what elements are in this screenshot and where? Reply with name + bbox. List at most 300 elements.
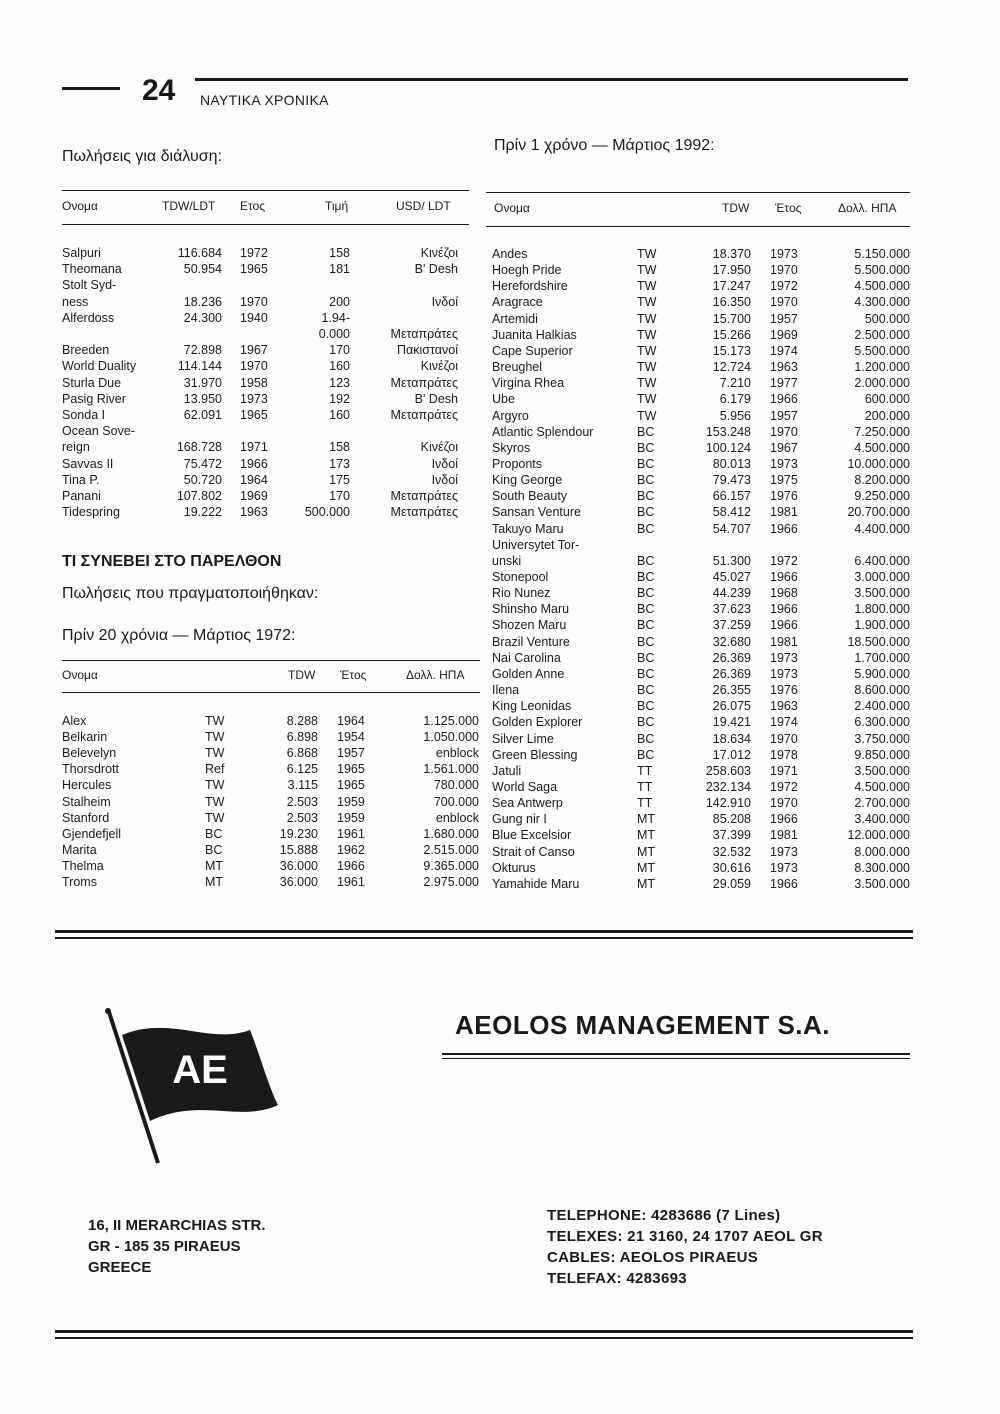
tdw-value: 15.700 — [712, 311, 751, 326]
tdw-value: 36.000 — [279, 858, 318, 873]
type-value: BC — [637, 505, 655, 520]
table-row — [0, 424, 1000, 440]
buyer-value: Κινέζοι — [420, 246, 458, 260]
usd-value: 4.500.000 — [854, 440, 910, 455]
year-value: 1970 — [770, 424, 798, 439]
col-tdw: TDW — [722, 201, 750, 215]
usd-value: 7.250.000 — [854, 424, 910, 439]
tdw-value: 45.027 — [712, 570, 751, 584]
table-row — [0, 456, 1000, 472]
year-value: 1965 — [337, 762, 365, 777]
ship-name: World Saga — [492, 779, 558, 794]
cables: CABLES: AEOLOS PIRAEUS — [547, 1249, 759, 1266]
page-number: 24 — [142, 74, 176, 107]
tdw-value: 26.075 — [712, 699, 751, 714]
tdw-value: 258.603 — [705, 763, 751, 778]
price-value: 0.000 — [318, 327, 350, 341]
type-value: TW — [205, 810, 225, 825]
ship-name: Breughel — [492, 360, 543, 375]
type-value: TW — [205, 794, 225, 809]
ship-name: Cape Superior — [492, 343, 573, 358]
table-row — [0, 375, 1000, 391]
type-value: MT — [637, 844, 656, 859]
price-value: 192 — [329, 391, 350, 406]
price-value: 170 — [329, 343, 350, 358]
usd-value: 3.500.000 — [854, 763, 910, 778]
year-value: 1978 — [770, 747, 798, 762]
tdw-value: 19.230 — [279, 826, 318, 841]
type-value: TW — [205, 746, 225, 761]
year-value: 1969 — [770, 327, 798, 342]
tdw-value: 6.898 — [286, 730, 318, 745]
ship-name: Jatuli — [492, 763, 522, 778]
price-value: 158 — [329, 440, 350, 455]
table-row — [0, 537, 1000, 553]
price-value: 175 — [329, 472, 350, 487]
tdw-value: 26.355 — [712, 683, 751, 698]
type-value: TW — [637, 327, 657, 342]
one-year-rule-top — [486, 192, 910, 193]
type-value: Ref — [205, 762, 225, 777]
footer-rule-bottom — [55, 1337, 913, 1339]
ship-name: King George — [492, 473, 563, 488]
price-value: 160 — [329, 359, 350, 374]
type-value: BC — [205, 842, 223, 857]
year-value: 1963 — [240, 505, 268, 520]
year-value: 1974 — [770, 343, 798, 358]
address-line: 16, II MERARCHIAS STR. — [88, 1217, 266, 1234]
ship-name: King Leonidas — [492, 699, 572, 714]
type-value: MT — [205, 875, 224, 889]
tdw-value: 18.236 — [183, 294, 222, 309]
buyer-value: Μεταπράτες — [390, 408, 458, 422]
table-row — [0, 262, 1000, 278]
table-row — [0, 860, 1000, 876]
year-value: 1966 — [337, 858, 365, 873]
tdw-value: 37.623 — [712, 602, 751, 617]
type-value: TW — [637, 295, 657, 310]
year-value: 1958 — [240, 375, 268, 390]
ship-name: Aragrace — [492, 295, 543, 310]
table-row — [0, 359, 1000, 375]
table-row — [0, 844, 1000, 860]
type-value: BC — [637, 424, 655, 439]
col-buyer: USD/ LDT — [396, 199, 451, 213]
type-value: MT — [637, 876, 656, 891]
usd-value: 2.515.000 — [423, 842, 479, 857]
tdw-value: 36.000 — [279, 875, 318, 889]
ship-name: Pasig River — [62, 391, 126, 406]
publication-title: ΝΑΥΤΙΚΑ ΧΡΟΝΙΚΑ — [200, 92, 329, 108]
tdw-value: 30.616 — [712, 860, 751, 875]
tdw-value: 232.134 — [705, 779, 751, 794]
usd-value: 8.200.000 — [854, 473, 910, 488]
year-value: 1973 — [770, 247, 798, 261]
ship-name: Belkarin — [62, 730, 108, 745]
usd-value: 5.150.000 — [854, 247, 910, 261]
buyer-value: Β' Desh — [414, 262, 458, 277]
tdw-value: 6.125 — [286, 762, 318, 777]
usd-value: 5.500.000 — [854, 343, 910, 358]
sales-title: Πωλήσεις για διάλυση: — [62, 148, 222, 165]
ship-name: Yamahide Maru — [492, 876, 580, 891]
ship-name: Tidespring — [62, 505, 120, 520]
ship-name: Sansan Venture — [492, 505, 581, 520]
price-value: 500.000 — [304, 505, 350, 520]
tdw-value: 19.421 — [712, 715, 751, 730]
ship-name: Golden Anne — [492, 666, 565, 681]
past-period: Πρίν 20 χρόνια — Μάρτιος 1972: — [62, 627, 296, 644]
usd-value: 600.000 — [864, 392, 910, 407]
tdw-value: 17.012 — [712, 747, 751, 762]
footer-rule-top — [55, 1330, 913, 1333]
ship-name: Thelma — [62, 858, 104, 873]
ship-name: Panani — [62, 489, 101, 503]
ship-name: Herefordshire — [492, 279, 568, 294]
table-row — [0, 747, 1000, 763]
year-value: 1962 — [337, 842, 365, 857]
ship-name: Universytet Tor- — [492, 537, 580, 552]
table-row — [0, 601, 1000, 617]
type-value: BC — [637, 666, 655, 681]
table-row — [0, 585, 1000, 601]
buyer-value: Μεταπράτες — [390, 489, 458, 503]
ship-name: Marita — [62, 842, 97, 857]
tdw-value: 2.503 — [286, 794, 318, 809]
tdw-value: 116.684 — [177, 246, 222, 260]
col-name: Ονομα — [494, 201, 530, 215]
col-tdw: TDW/LDT — [162, 199, 216, 213]
one-year-rule-bottom — [486, 226, 910, 227]
price-value: 181 — [329, 262, 350, 277]
usd-value: 200.000 — [864, 408, 910, 423]
tdw-value: 85.208 — [712, 812, 751, 827]
usd-value: 2.700.000 — [854, 796, 910, 811]
tdw-value: 142.910 — [705, 796, 751, 811]
usd-value: 1.050.000 — [423, 730, 479, 745]
usd-value: 4.300.000 — [854, 295, 910, 310]
ship-name: Gung nir I — [492, 812, 547, 827]
year-value: 1961 — [337, 875, 365, 889]
year-value: 1963 — [770, 360, 798, 375]
telephone: TELEPHONE: 4283686 (7 Lines) — [547, 1207, 781, 1224]
year-value: 1973 — [770, 666, 798, 681]
year-value: 1973 — [770, 844, 798, 859]
tdw-value: 114.144 — [177, 359, 222, 374]
year-value: 1966 — [240, 456, 268, 471]
tdw-value: 15.266 — [712, 327, 751, 342]
past-title: ΤΙ ΣΥΝΕΒΕΙ ΣΤΟ ΠΑΡΕΛΘΟΝ — [62, 553, 282, 570]
ship-name: Nai Carolina — [492, 650, 561, 665]
usd-value: 9.850.000 — [854, 747, 910, 762]
usd-value: 20.700.000 — [847, 505, 910, 520]
usd-value: 8.600.000 — [854, 683, 910, 698]
ship-name: Stonepool — [492, 570, 549, 584]
ship-name: South Beauty — [492, 489, 568, 504]
year-value: 1970 — [240, 359, 268, 374]
year-value: 1981 — [770, 505, 798, 520]
ship-name: Okturus — [492, 860, 536, 875]
year-value: 1966 — [770, 876, 798, 891]
table-row — [0, 488, 1000, 504]
ship-name: Thorsdrott — [62, 762, 119, 777]
buyer-value: Ινδοί — [431, 294, 458, 309]
year-value: 1973 — [240, 391, 268, 406]
year-value: 1957 — [770, 311, 798, 326]
tdw-value: 18.370 — [712, 247, 751, 261]
usd-value: 6.300.000 — [854, 715, 910, 730]
usd-value: 18.500.000 — [847, 634, 910, 649]
type-value: BC — [637, 699, 655, 714]
ship-name: Andes — [492, 247, 528, 261]
usd-value: enblock — [435, 746, 479, 761]
table-row — [0, 408, 1000, 424]
tdw-value: 32.680 — [712, 634, 751, 649]
year-value: 1970 — [770, 295, 798, 310]
ship-name: Gjendefjell — [62, 826, 122, 841]
tdw-value: 18.634 — [712, 731, 751, 746]
sales-rule-bottom — [62, 224, 469, 225]
usd-value: 1.200.000 — [854, 360, 910, 375]
ship-name: Golden Explorer — [492, 715, 583, 730]
ship-name: Breeden — [62, 343, 110, 358]
type-value: TW — [637, 279, 657, 294]
buyer-value: Πακιστανοί — [397, 343, 458, 358]
type-value: BC — [637, 473, 655, 488]
tdw-value: 16.350 — [712, 295, 751, 310]
usd-value: 2.500.000 — [854, 327, 910, 342]
ship-name: Brazil Venture — [492, 634, 570, 649]
tdw-value: 58.412 — [712, 505, 751, 520]
tdw-value: 6.179 — [719, 392, 751, 407]
tdw-value: 15.888 — [279, 842, 318, 857]
usd-value: enblock — [435, 810, 479, 825]
type-value: BC — [205, 826, 223, 841]
col-usd: Δολλ. ΗΠΑ — [838, 201, 897, 215]
type-value: BC — [637, 456, 655, 471]
table-row — [0, 472, 1000, 488]
usd-value: 9.250.000 — [854, 489, 910, 504]
tdw-value: 153.248 — [705, 424, 751, 439]
year-value: 1966 — [770, 570, 798, 584]
year-value: 1964 — [240, 472, 268, 487]
ship-name: Belevelyn — [62, 746, 117, 761]
type-value: MT — [637, 860, 656, 875]
year-value: 1966 — [770, 392, 798, 407]
tdw-value: 6.868 — [286, 746, 318, 761]
type-value: BC — [637, 586, 655, 601]
year-value: 1968 — [770, 586, 798, 601]
table-row — [0, 650, 1000, 666]
year-value: 1959 — [337, 794, 365, 809]
price-value: 123 — [329, 375, 350, 390]
col-name: Ονομα — [62, 668, 98, 682]
tdw-value: 17.950 — [712, 263, 751, 278]
past-subtitle: Πωλήσεις που πραγματοποιήθηκαν: — [62, 585, 319, 602]
ship-name: Salpuri — [62, 246, 101, 260]
table-row — [0, 827, 1000, 843]
table-row — [0, 569, 1000, 585]
year-value: 1972 — [770, 779, 798, 794]
col-price: Τιμή — [325, 199, 349, 213]
usd-value: 1.125.000 — [423, 714, 479, 728]
tdw-value: 75.472 — [183, 456, 222, 471]
type-value: BC — [637, 715, 655, 730]
ship-name: Artemidi — [492, 311, 538, 326]
ship-name: Green Blessing — [492, 747, 578, 762]
table-row — [0, 521, 1000, 537]
year-value: 1965 — [337, 778, 365, 793]
year-value: 1972 — [240, 246, 268, 260]
address-block — [88, 1215, 266, 1278]
table-row — [0, 440, 1000, 456]
tdw-value: 50.720 — [183, 472, 222, 487]
usd-value: 2.975.000 — [423, 875, 479, 889]
usd-value: 500.000 — [864, 311, 910, 326]
table-row — [0, 876, 1000, 892]
year-value: 1975 — [770, 473, 798, 488]
year-value: 1977 — [770, 376, 798, 391]
usd-value: 5.900.000 — [854, 666, 910, 681]
ship-name: World Duality — [62, 359, 137, 374]
year-value: 1966 — [770, 618, 798, 633]
type-value: BC — [637, 731, 655, 746]
tdw-value: 15.173 — [712, 343, 751, 358]
year-value: 1974 — [770, 715, 798, 730]
company-rule-top — [442, 1053, 910, 1055]
table-row — [0, 634, 1000, 650]
col-year: Έτος — [340, 668, 367, 682]
usd-value: 12.000.000 — [847, 828, 910, 843]
year-value: 1971 — [770, 763, 798, 778]
tdw-value: 79.473 — [712, 473, 751, 488]
buyer-value: Μεταπράτες — [390, 505, 458, 520]
table-row — [0, 666, 1000, 682]
sales-rule-top — [62, 190, 469, 191]
year-value: 1954 — [337, 730, 365, 745]
ship-name: Ube — [492, 392, 515, 407]
ship-name: Strait of Canso — [492, 844, 575, 859]
table-row — [0, 327, 1000, 343]
col-usd: Δολλ. ΗΠΑ — [406, 668, 465, 682]
address-line: GR - 185 35 PIRAEUS — [88, 1238, 241, 1255]
usd-value: 1.700.000 — [854, 650, 910, 665]
price-value: 200 — [329, 294, 350, 309]
type-value: MT — [205, 858, 224, 873]
col-name: Ονομα — [62, 199, 98, 213]
type-value: TW — [637, 360, 657, 375]
buyer-value: Ινδοί — [431, 456, 458, 471]
ship-name: Ilena — [492, 683, 520, 698]
table-row — [0, 391, 1000, 407]
tdw-value: 26.369 — [712, 650, 751, 665]
contact-block — [547, 1205, 823, 1289]
ad-separator-top — [55, 930, 913, 933]
price-value: 173 — [329, 456, 350, 471]
type-value: TW — [637, 247, 657, 261]
price-value: 170 — [329, 489, 350, 503]
tdw-value: 8.288 — [286, 714, 318, 728]
year-value: 1967 — [770, 440, 798, 455]
year-value: 1961 — [337, 826, 365, 841]
type-value: BC — [637, 634, 655, 649]
type-value: BC — [637, 650, 655, 665]
usd-value: 4.500.000 — [854, 779, 910, 794]
table-row — [0, 343, 1000, 359]
year-value: 1969 — [240, 489, 268, 503]
table-row — [0, 682, 1000, 698]
tdw-value: 19.222 — [183, 505, 222, 520]
type-value: TW — [205, 714, 225, 728]
tdw-value: 24.300 — [183, 310, 222, 325]
year-value: 1972 — [770, 279, 798, 294]
table-row — [0, 698, 1000, 714]
ship-name: Blue Excelsior — [492, 828, 572, 843]
year-value: 1976 — [770, 489, 798, 504]
usd-value: 3.750.000 — [854, 731, 910, 746]
usd-value: 2.400.000 — [854, 699, 910, 714]
year-value: 1966 — [770, 602, 798, 617]
ship-name: reign — [62, 440, 90, 455]
year-value: 1967 — [240, 343, 268, 358]
usd-value: 5.500.000 — [854, 263, 910, 278]
year-value: 1959 — [337, 810, 365, 825]
type-value: TW — [637, 376, 657, 391]
ship-name: Silver Lime — [492, 731, 554, 746]
tdw-value: 7.210 — [719, 376, 751, 391]
flag-icon — [100, 1005, 290, 1165]
year-value: 1965 — [240, 262, 268, 277]
company-logo — [100, 1005, 290, 1165]
usd-value: 780.000 — [433, 778, 479, 793]
year-value: 1957 — [337, 746, 365, 761]
header-rule-left — [62, 87, 120, 90]
tdw-value: 50.954 — [183, 262, 222, 277]
tdw-value: 37.259 — [712, 618, 751, 633]
header-rule-right — [195, 78, 908, 81]
tdw-value: 62.091 — [183, 408, 222, 422]
col-year: Ετος — [240, 199, 266, 213]
usd-value: 1.800.000 — [854, 602, 910, 617]
year-value: 1940 — [240, 310, 268, 325]
year-value: 1963 — [770, 699, 798, 714]
company-rule-bottom — [442, 1058, 910, 1059]
ship-name: Stanford — [62, 810, 110, 825]
usd-value: 8.300.000 — [854, 860, 910, 875]
type-value: TW — [637, 408, 657, 423]
telefax: TELEFAX: 4283693 — [547, 1270, 687, 1287]
year-value: 1957 — [770, 408, 798, 423]
usd-value: 1.561.000 — [423, 762, 479, 777]
col-year: Έτος — [775, 201, 802, 215]
year-value: 1976 — [770, 683, 798, 698]
company-name: AEOLOS MANAGEMENT S.A. — [455, 1010, 831, 1040]
buyer-value: Ινδοί — [431, 472, 458, 487]
tdw-value: 44.239 — [712, 586, 751, 601]
usd-value: 2.000.000 — [854, 376, 910, 391]
table-row — [0, 246, 1000, 262]
type-value: BC — [637, 618, 655, 633]
type-value: BC — [637, 747, 655, 762]
tdw-value: 2.503 — [286, 810, 318, 825]
buyer-value: Β' Desh — [414, 391, 458, 406]
logo-monogram: AE — [172, 1048, 228, 1092]
usd-value: 3.000.000 — [854, 570, 910, 584]
tdw-value: 29.059 — [712, 876, 751, 891]
year-value: 1971 — [240, 440, 268, 455]
ship-name: Savvas II — [62, 456, 114, 471]
type-value: TT — [637, 796, 653, 811]
